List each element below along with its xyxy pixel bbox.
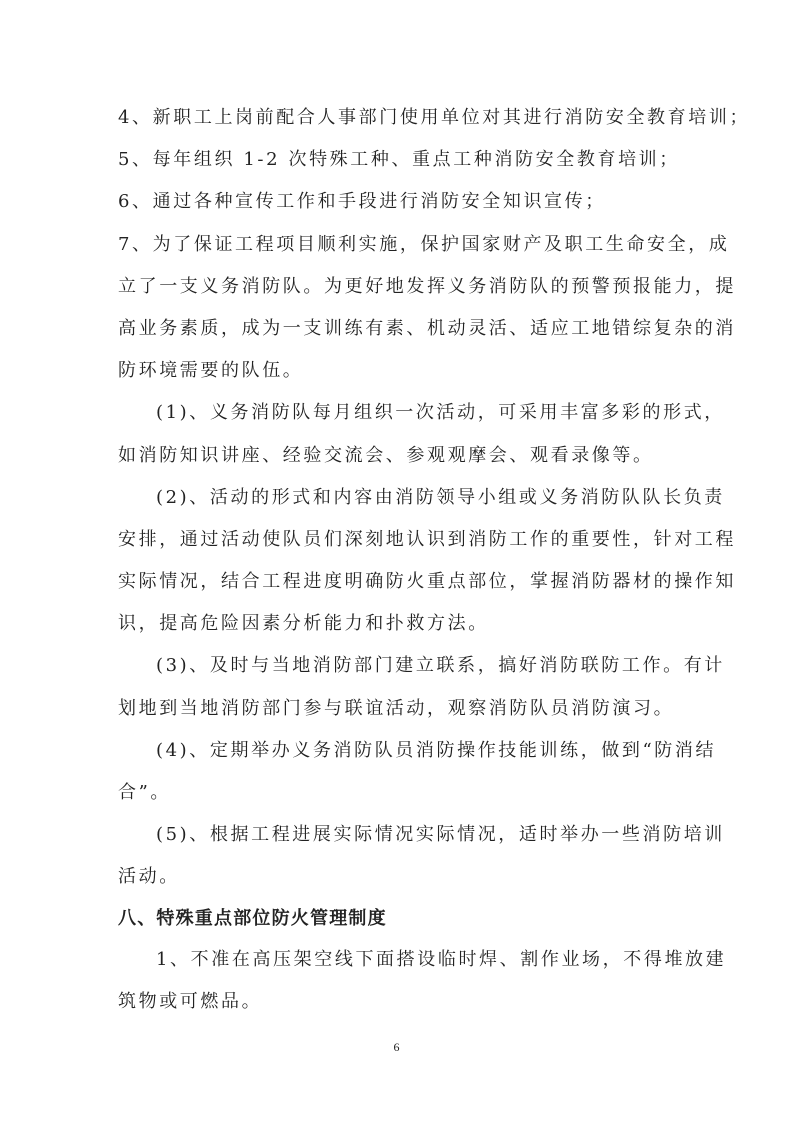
text-line: (1)、义务消防队每月组织一次活动，可采用丰富多彩的形式，: [156, 402, 725, 424]
paragraph-sub-5: [118, 814, 725, 898]
text-line: 识，提高危险因素分析能力和扑救方法。: [118, 613, 489, 635]
section-heading: 八、特殊重点部位防火管理制度: [118, 907, 387, 929]
text-line: (4)、定期举办义务消防队员消防操作技能训练，做到“防消结: [156, 739, 717, 761]
text-line: (3)、及时与当地消防部门建立联系，搞好消防联防工作。有计: [156, 655, 725, 677]
text-line: 实际情况，结合工程进度明确防火重点部位，掌握消防器材的操作知: [118, 571, 736, 593]
paragraph-item-4: 4、新职工上岗前配合人事部门使用单位对其进行消防安全教育培训；: [118, 107, 751, 128]
paragraph-rule-1: [118, 939, 727, 1023]
page-body: [118, 97, 751, 1023]
paragraph-sub-2: [118, 477, 736, 646]
text-line: 划地到当地消防部门参与联谊活动，观察消防队员消防演习。: [118, 697, 675, 719]
text-line: (5)、根据工程进展实际情况实际情况，适时举办一些消防培训: [156, 824, 725, 846]
paragraph-sub-1: [118, 392, 725, 476]
text-line: 防环境需要的队伍。: [118, 360, 304, 382]
text-line: 筑物或可燃品。: [118, 990, 263, 1012]
paragraph-sub-3: [118, 645, 725, 729]
text-line: 安排，通过活动使队员们深刻地认识到消防工作的重要性，针对工程: [118, 528, 736, 550]
text-line: 高业务素质，成为一支训练有素、机动灵活、适应工地错综复杂的消: [118, 317, 736, 339]
paragraph-item-5: 5、每年组织 1-2 次特殊工种、重点工种消防安全教育培训；: [118, 149, 680, 171]
page-number: 6: [393, 1040, 400, 1054]
paragraph-item-6: 6、通过各种宣传工作和手段进行消防安全知识宣传；: [118, 191, 606, 213]
text-line: 如消防知识讲座、经验交流会、参观观摩会、观看录像等。: [118, 444, 654, 466]
text-line: 合”。: [118, 782, 172, 803]
paragraph-item-7: [118, 224, 736, 393]
text-line: 活动。: [118, 866, 180, 888]
text-line: 1、不准在高压架空线下面搭设临时焊、割作业场，不得堆放建: [156, 948, 727, 970]
text-line: 7、为了保证工程项目顺利实施，保护国家财产及职工生命安全，成: [118, 233, 730, 255]
text-line: 立了一支义务消防队。为更好地发挥义务消防队的预警预报能力，提: [118, 275, 736, 297]
paragraph-sub-4: [118, 730, 717, 814]
text-line: (2)、活动的形式和内容由消防领导小组或义务消防队队长负责: [156, 486, 725, 508]
